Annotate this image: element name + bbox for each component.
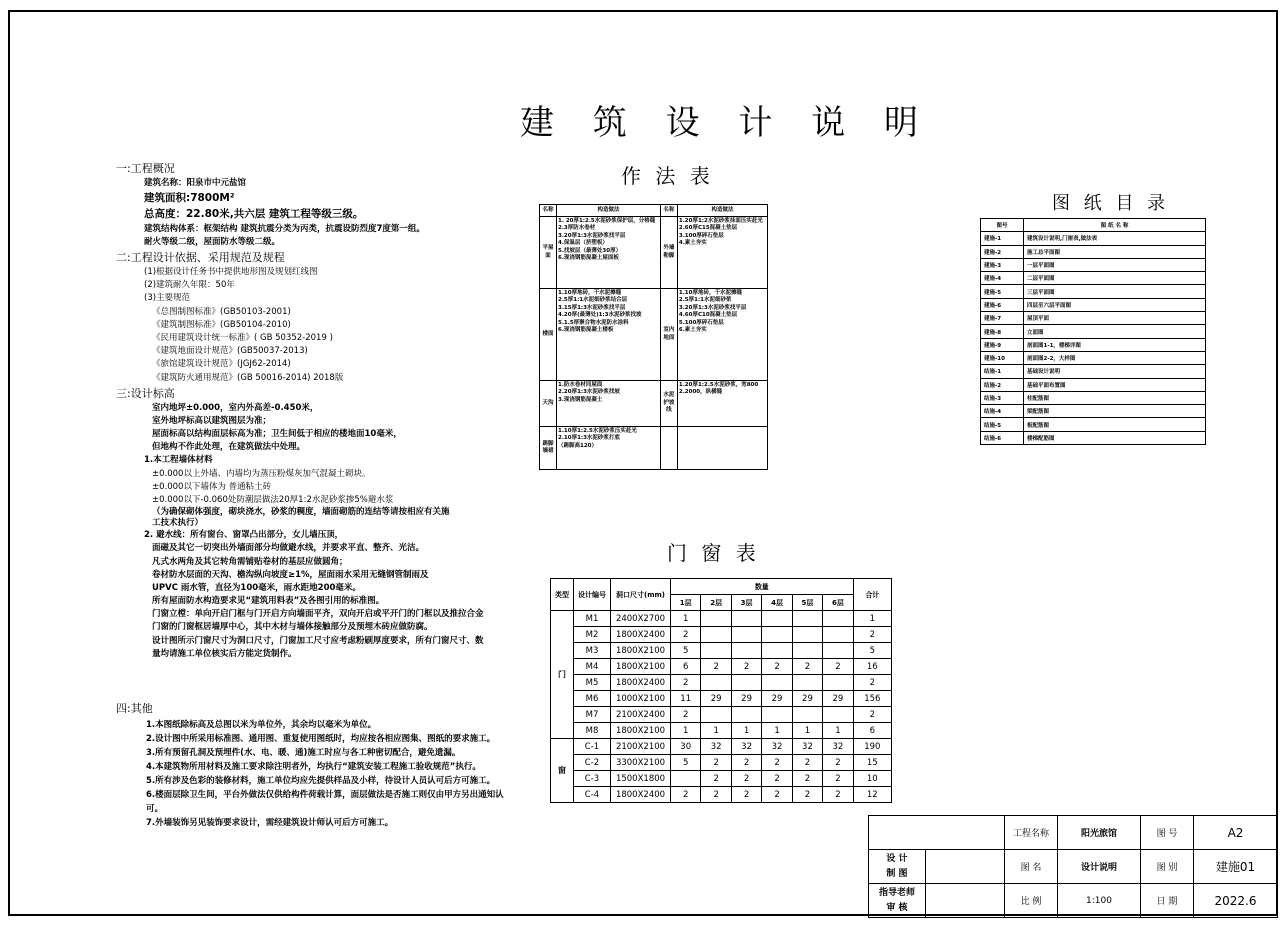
draw-label: 制 图 — [886, 868, 908, 879]
drawing-name: 剖面图2-2，大样图 — [1024, 351, 1206, 364]
qty-cell: 1 — [792, 723, 822, 739]
qty-cell: 2 — [671, 787, 701, 803]
window-code: C-2 — [574, 755, 611, 771]
drawing-no: 建施-6 — [981, 298, 1024, 311]
window-code: C-1 — [574, 739, 611, 755]
practice-cell: 1. 20厚1:2.5水泥砂浆保护层，分格缝 2.3厚防水卷材 3.20厚1:3水泥砂浆找平层 4.保温层（挤塑板） 5.找坡层（最薄处30厚） 6.现浇钢筋混凝土屋面板 — [557, 217, 661, 289]
column-header: 数量 — [671, 579, 854, 595]
drawing-name: 基础设计说明 — [1024, 365, 1206, 378]
qty-cell — [731, 707, 761, 723]
door-code: M1 — [574, 611, 611, 627]
qty-cell: 1 — [823, 723, 853, 739]
total-cell: 6 — [853, 723, 891, 739]
drawing-name: 二层平面图 — [1024, 272, 1206, 285]
drawing-no: 结施-1 — [981, 365, 1024, 378]
qty-cell: 2 — [823, 787, 853, 803]
drawing-no: 建施-5 — [981, 285, 1024, 298]
qty-cell: 30 — [671, 739, 701, 755]
row-label: 水泥护坡线 — [660, 381, 677, 427]
qty-cell: 6 — [671, 659, 701, 675]
total-cell: 15 — [853, 755, 891, 771]
drawing-name: 板配筋图 — [1024, 418, 1206, 431]
qty-cell: 2 — [762, 771, 792, 787]
date-label: 日 期 — [1141, 884, 1194, 918]
qty-cell — [792, 627, 822, 643]
qty-cell: 2 — [792, 755, 822, 771]
practice-cell: 1.20厚1:2水泥砂浆抹面压实赶光 2.60厚C15混凝土垫层 3.100厚碎石垫层 4.素土夯实 — [677, 217, 767, 289]
note-line: 5.所有涉及色彩的装修材料，施工单位均应先提供样品及小样，待设计人员认可后方可施工。 — [146, 776, 496, 787]
practice-cell: 1.10厚1:2.5水泥砂浆压实赶光 2.10厚1:3水泥砂浆打底 （踢脚高120） — [557, 427, 661, 470]
qty-cell — [823, 675, 853, 691]
opening-size: 1000X2100 — [611, 691, 671, 707]
opening-size: 1800X2100 — [611, 723, 671, 739]
drawing-name: 楼梯配筋图 — [1024, 431, 1206, 444]
drawing-name: 柱配筋图 — [1024, 391, 1206, 404]
note-line: (1)根据设计任务书中提供地形图及规划红线图 — [144, 267, 318, 278]
total-cell: 190 — [853, 739, 891, 755]
note-line: 室外地坪标高以建筑图层为准； — [152, 415, 272, 426]
note-line: （为确保砌体强度，砌块浇水，砂浆的稠度，墙面砌筋的连结等请按相应有关施工技术执行） — [152, 507, 450, 529]
qty-cell — [731, 611, 761, 627]
note-line: 《建筑地面设计规范》(GB50037-2013) — [152, 346, 308, 357]
total-cell: 5 — [853, 643, 891, 659]
opening-size: 1800X2400 — [611, 787, 671, 803]
column-header: 图 纸 名 称 — [1024, 219, 1206, 232]
note-line: (2)建筑耐久年限：50年 — [144, 280, 235, 291]
drawing-no: 建施-10 — [981, 351, 1024, 364]
total-cell: 1 — [853, 611, 891, 627]
drawing-no: 建施-4 — [981, 272, 1024, 285]
design-draw-label — [869, 850, 926, 884]
project-value: 阳光旅馆 — [1058, 816, 1141, 850]
title-block — [868, 815, 1278, 918]
qty-cell — [701, 627, 731, 643]
qty-cell: 2 — [671, 675, 701, 691]
note-line: 建筑结构体系：框架结构 建筑抗震分类为丙类，抗震设防烈度7度第一组。 — [144, 223, 425, 234]
drawing-name: 三层平面图 — [1024, 285, 1206, 298]
qty-cell: 11 — [671, 691, 701, 707]
other-notes — [116, 700, 516, 830]
review-label: 审 核 — [886, 902, 908, 913]
qty-cell: 32 — [792, 739, 822, 755]
drawing-name: 屋顶平面 — [1024, 312, 1206, 325]
qty-cell — [701, 611, 731, 627]
note-line: 耐火等级二级，屋面防水等级二级。 — [144, 236, 281, 247]
row-label: 外墙勒脚 — [660, 217, 677, 289]
floor-header: 5层 — [792, 595, 822, 611]
drawing-no-value: A2 — [1194, 816, 1278, 850]
column-header: 构造做法 — [677, 205, 767, 217]
qty-cell: 2 — [731, 659, 761, 675]
qty-cell — [731, 627, 761, 643]
note-line: 《建筑制图标准》(GB50104-2010) — [152, 319, 291, 330]
column-header: 图号 — [981, 219, 1024, 232]
row-label: 踢脚墙裙 — [540, 427, 557, 470]
qty-cell — [823, 611, 853, 627]
opening-size: 2400X2700 — [611, 611, 671, 627]
qty-cell: 2 — [823, 771, 853, 787]
note-line: 室内地坪±0.000，室内外高差-0.450米， — [152, 402, 319, 413]
drawing-name: 基础平面布置图 — [1024, 378, 1206, 391]
door-code: M6 — [574, 691, 611, 707]
qty-cell — [701, 675, 731, 691]
qty-cell: 1 — [671, 723, 701, 739]
practice-cell: 1.10厚地砖，干水泥擦缝 2.5厚1:1水泥细砂浆 3.20厚1:3水泥砂浆找平层 4.60厚C10混凝土垫层 5.100厚碎石垫层 6.素土夯实 — [677, 289, 767, 381]
column-header: 合计 — [853, 579, 891, 611]
qty-cell: 2 — [701, 771, 731, 787]
drawing-no: 建施-1 — [981, 232, 1024, 245]
opening-size: 1500X1800 — [611, 771, 671, 787]
row-label: 楼面 — [540, 289, 557, 381]
row-label: 室内地面 — [660, 289, 677, 381]
project-label: 工程名称 — [1005, 816, 1058, 850]
floor-header: 3层 — [731, 595, 761, 611]
qty-cell — [792, 707, 822, 723]
opening-size: 1800X2400 — [611, 675, 671, 691]
qty-cell — [731, 675, 761, 691]
note-line: 《总图制图标准》(GB50103-2001) — [152, 306, 291, 317]
qty-cell: 29 — [823, 691, 853, 707]
qty-cell: 2 — [792, 771, 822, 787]
qty-cell: 2 — [823, 755, 853, 771]
sub-heading: 2. 避水线：所有窗台、窗罩凸出部分，女儿墙压顶， — [144, 530, 344, 541]
qty-cell — [823, 643, 853, 659]
drawing-name: 一层平面图 — [1024, 258, 1206, 271]
qty-cell — [762, 675, 792, 691]
qty-cell — [762, 707, 792, 723]
note-line: 门窗的门窗框居墙厚中心，其中木材与墙体接触部分及预埋木砖应做防腐。 — [152, 622, 433, 633]
qty-cell: 2 — [701, 755, 731, 771]
opening-size: 2100X2100 — [611, 739, 671, 755]
row-label: 平屋面 — [540, 217, 557, 289]
qty-cell: 5 — [671, 755, 701, 771]
scale-label: 比 例 — [1005, 884, 1058, 918]
qty-cell: 1 — [731, 723, 761, 739]
note-line: ±0.000以上外墙、内墙均为蒸压粉煤灰加气混凝土砌块。 — [152, 468, 371, 479]
drawing-no: 建施-2 — [981, 245, 1024, 258]
drawing-list-title: 图 纸 目 录 — [1052, 193, 1170, 214]
drawing-list-table — [980, 218, 1206, 445]
total-cell: 10 — [853, 771, 891, 787]
qty-cell: 29 — [762, 691, 792, 707]
qty-cell: 2 — [701, 659, 731, 675]
qty-cell — [701, 707, 731, 723]
qty-cell: 2 — [823, 659, 853, 675]
qty-cell — [792, 643, 822, 659]
qty-cell: 32 — [762, 739, 792, 755]
qty-cell: 29 — [701, 691, 731, 707]
floor-header: 1层 — [671, 595, 701, 611]
total-cell: 16 — [853, 659, 891, 675]
note-line: 凡式水两角及其它转角需铺贴卷材的基层应做圆角； — [152, 556, 348, 567]
qty-cell: 29 — [792, 691, 822, 707]
note-line: 门窗立樘：单向开启门框与门开启方向墙面平齐，双向开启或平开门的门框以及推拉合金 — [152, 609, 484, 620]
drawing-no-label: 图 号 — [1141, 816, 1194, 850]
qty-cell — [671, 771, 701, 787]
note-line: 卷材防水层面的天沟、檐沟纵向坡度≥1%，屋面雨水采用无缝钢管制雨及 — [152, 569, 429, 580]
note-line: 设计图所示门窗尺寸为洞口尺寸，门窗加工尺寸应考虑粉刷厚度要求，所有门窗尺寸、数 — [152, 635, 484, 646]
scale-value: 1:100 — [1058, 884, 1141, 918]
note-line: 1.本图纸除标高及总图以米为单位外，其余均以毫米为单位。 — [146, 720, 377, 731]
qty-cell: 32 — [731, 739, 761, 755]
column-header: 类型 — [551, 579, 574, 611]
section-heading: 四:其他 — [116, 702, 153, 715]
category-label: 图 别 — [1141, 850, 1194, 884]
drawing-no: 结施-3 — [981, 391, 1024, 404]
drawing-name: 四层至六层平面图 — [1024, 298, 1206, 311]
total-cell: 156 — [853, 691, 891, 707]
note-line: 建筑面积:7800M² — [144, 192, 235, 205]
note-line: 7.外墙装饰另见装饰要求设计，需经建筑设计师认可后方可施工。 — [146, 818, 394, 829]
qty-cell: 29 — [731, 691, 761, 707]
window-code: C-3 — [574, 771, 611, 787]
qty-cell: 2 — [762, 659, 792, 675]
note-line: 2.设计图中所采用标准图、通用图、重复使用图纸时，均应按各相应图集、图纸的要求施工。 — [146, 734, 496, 745]
note-line: 面磁及其它一切突出外墙面部分均做避水线，并要求平直、整齐、光洁。 — [152, 543, 425, 554]
qty-cell: 2 — [731, 787, 761, 803]
drawing-name: 梁配筋图 — [1024, 405, 1206, 418]
qty-cell: 2 — [731, 755, 761, 771]
door-code: M3 — [574, 643, 611, 659]
note-line: 《旅馆建筑设计规范》(JGJ62-2014) — [152, 359, 291, 370]
window-code: C-4 — [574, 787, 611, 803]
section-heading: 三:设计标高 — [116, 386, 175, 400]
group-label: 窗 — [551, 739, 574, 803]
qty-cell — [762, 643, 792, 659]
section-heading: 一:工程概况 — [116, 162, 175, 175]
qty-cell: 1 — [671, 611, 701, 627]
qty-cell — [792, 675, 822, 691]
column-header: 洞口尺寸(mm) — [611, 579, 671, 611]
qty-cell — [823, 627, 853, 643]
note-line: 所有屋面防水构造要求见“建筑用料表”及各图引用的标准图。 — [152, 596, 385, 607]
door-window-table-title: 门 窗 表 — [667, 541, 760, 565]
qty-cell — [823, 707, 853, 723]
design-label: 设 计 — [886, 854, 908, 865]
qty-cell: 32 — [701, 739, 731, 755]
qty-cell: 2 — [671, 627, 701, 643]
door-code: M2 — [574, 627, 611, 643]
door-window-table — [550, 578, 892, 803]
total-cell: 2 — [853, 627, 891, 643]
qty-cell — [792, 611, 822, 627]
note-line: 《民用建筑设计统一标准》( GB 50352-2019 ) — [152, 333, 333, 343]
note-line: 《建筑防火通用规范》(GB 50016-2014) 2018版 — [152, 372, 344, 383]
qty-cell: 2 — [792, 659, 822, 675]
qty-cell: 1 — [762, 723, 792, 739]
practice-table-title: 作 法 表 — [621, 164, 714, 188]
note-line: 4.本建筑物所用材料及施工要求除注明者外，均执行“建筑安装工程施工验收规范”执行。 — [146, 762, 481, 773]
qty-cell — [762, 627, 792, 643]
name-label: 图 名 — [1005, 850, 1058, 884]
opening-size: 1800X2400 — [611, 627, 671, 643]
drawing-no: 结施-2 — [981, 378, 1024, 391]
group-label: 门 — [551, 611, 574, 739]
qty-cell — [762, 611, 792, 627]
drawing-no: 结施-4 — [981, 405, 1024, 418]
note-line: 屋面标高以结构面层标高为准；卫生间低于相应的楼地面10毫米， — [152, 429, 402, 440]
design-notes — [116, 160, 516, 661]
practice-cell: 1.20厚1:2.5水泥砂浆，宽800 2.2000，纵横缝 — [677, 381, 767, 427]
note-line: 建筑名称：阳泉市中元盐馆 — [144, 178, 247, 189]
note-line: 但地构不作此处理，在建筑做法中处理。 — [152, 442, 306, 453]
drawing-name: 立面图 — [1024, 325, 1206, 338]
door-code: M7 — [574, 707, 611, 723]
note-line: 6.楼面层除卫生间，平台外做法仅供给构件荷载计算，面层做法是否施工则仅由甲方另出通知认可。 — [146, 790, 504, 815]
opening-size: 2100X2400 — [611, 707, 671, 723]
opening-size: 1800X2100 — [611, 643, 671, 659]
page-title: 建 筑 设 计 说 明 — [520, 103, 933, 143]
total-cell: 2 — [853, 707, 891, 723]
qty-cell — [731, 643, 761, 659]
qty-cell: 5 — [671, 643, 701, 659]
qty-cell: 2 — [792, 787, 822, 803]
drawing-name: 建筑设计说明,门窗表,做法表 — [1024, 232, 1206, 245]
drawing-no: 结施-6 — [981, 431, 1024, 444]
drawing-no: 建施-9 — [981, 338, 1024, 351]
drawing-no: 建施-3 — [981, 258, 1024, 271]
note-line: ±0.000以下墙体为 普通粘土砖 — [152, 481, 272, 492]
row-label: 天沟 — [540, 381, 557, 427]
note-line: (3)主要规范 — [144, 293, 191, 304]
column-header: 构造做法 — [557, 205, 661, 217]
qty-cell: 2 — [731, 771, 761, 787]
practice-cell: 1.10厚地砖，干水泥擦缝 2.5厚1:1水泥细砂浆结合层 3.15厚1:3水泥砂浆找平层 4.20厚(最薄处)1:3水泥砂浆找坡 5.1.5厚聚合物水泥防水涂料 6.现浇钢筋混凝土楼板 — [557, 289, 661, 381]
total-cell: 2 — [853, 675, 891, 691]
drawing-no: 建施-8 — [981, 325, 1024, 338]
practice-cell: 1.防水卷材同屋面 2.20厚1:3水泥砂浆找坡 3.现浇钢筋混凝土 — [557, 381, 661, 427]
qty-cell: 2 — [762, 755, 792, 771]
note-line: 量均请施工单位核实后方能定货制作。 — [152, 648, 297, 659]
drawing-name: 施工总平面图 — [1024, 245, 1206, 258]
floor-header: 6层 — [823, 595, 853, 611]
name-value: 设计说明 — [1058, 850, 1141, 884]
door-code: M8 — [574, 723, 611, 739]
drawing-no: 结施-5 — [981, 418, 1024, 431]
practice-table — [539, 204, 768, 470]
door-code: M4 — [574, 659, 611, 675]
column-header: 设计编号 — [574, 579, 611, 611]
row-label — [660, 427, 677, 470]
floor-header: 2层 — [701, 595, 731, 611]
practice-cell — [677, 427, 767, 470]
qty-cell: 2 — [762, 787, 792, 803]
qty-cell: 2 — [701, 787, 731, 803]
note-line: 总高度：22.80米,共六层 建筑工程等级三级。 — [144, 208, 364, 221]
category-value: 建施01 — [1194, 850, 1278, 884]
date-value: 2022.6 — [1194, 884, 1278, 918]
qty-cell: 2 — [671, 707, 701, 723]
sub-heading: 1.本工程墙体材料 — [144, 455, 213, 466]
column-header: 名称 — [540, 205, 557, 217]
qty-cell: 1 — [701, 723, 731, 739]
column-header: 名称 — [660, 205, 677, 217]
door-code: M5 — [574, 675, 611, 691]
note-line: 3.所有预留孔洞及预埋件(水、电、暖、通)施工时应与各工种密切配合，避免遗漏。 — [146, 748, 461, 759]
opening-size: 1800X2100 — [611, 659, 671, 675]
note-line: ±0.000以下-0.060处防潮层做法20厚1:2水泥砂浆掺5%避水浆 — [152, 494, 394, 505]
qty-cell: 32 — [823, 739, 853, 755]
total-cell: 12 — [853, 787, 891, 803]
qty-cell — [701, 643, 731, 659]
drawing-no: 建施-7 — [981, 312, 1024, 325]
section-heading: 二:工程设计依据、采用规范及规程 — [116, 251, 285, 265]
note-line: UPVC 雨水管，直径为100毫米，雨水距地200毫米。 — [152, 582, 361, 593]
teacher-review-label — [869, 884, 926, 918]
teacher-label: 指导老师 — [878, 888, 915, 899]
drawing-name: 剖面图1-1，楼梯详图 — [1024, 338, 1206, 351]
floor-header: 4层 — [762, 595, 792, 611]
opening-size: 3300X2100 — [611, 755, 671, 771]
